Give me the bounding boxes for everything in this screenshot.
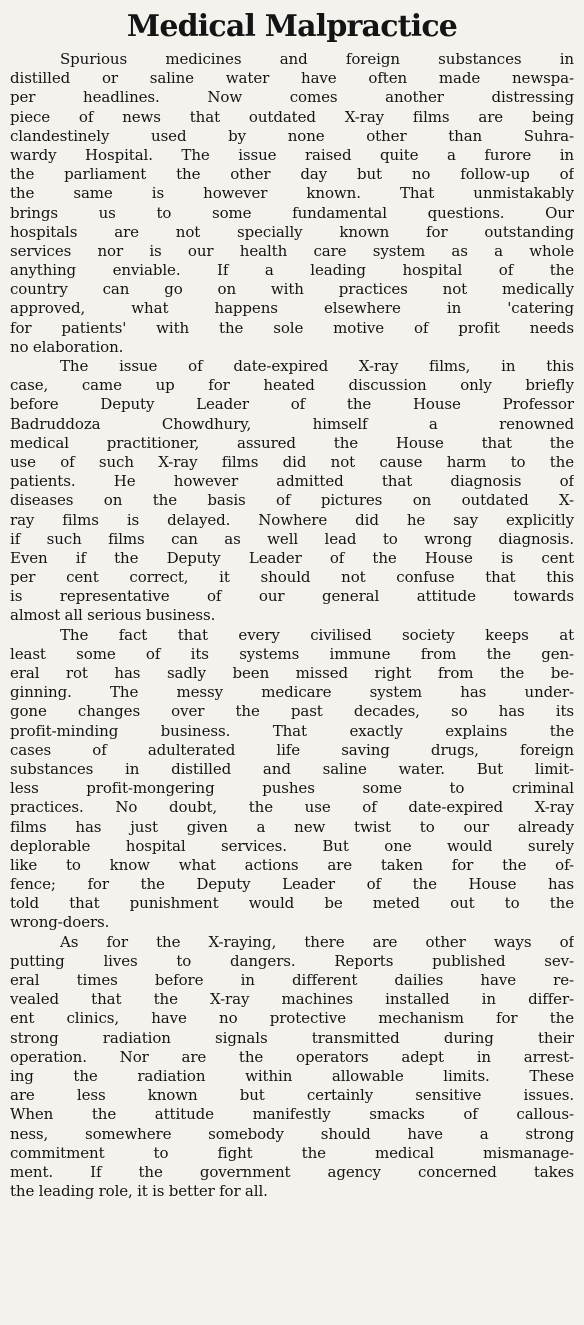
text-line: brings us to some fundamental questions. Our [10, 203, 574, 222]
text-line: wrong-doers. [10, 913, 110, 932]
text-line: case, came up for heated discussion only briefly [10, 376, 574, 395]
text-line: operation. Nor are the operators adept in arrest- [10, 1047, 574, 1066]
text-line: When the attitude manifestly smacks of callous- [10, 1105, 574, 1124]
text-line: ginning. The messy medicare system has under- [10, 683, 574, 702]
text-line: strong radiation signals transmitted during their [10, 1028, 574, 1047]
text-line: films has just given a new twist to our already [10, 817, 574, 836]
text-line: Badruddoza Chowdhury, himself a renowned [10, 414, 574, 433]
text-line: for patients' with the sole motive of profit needs [10, 318, 574, 337]
text-line: fence; for the Deputy Leader of the House has [10, 875, 574, 894]
text-line: before Deputy Leader of the House Professor [10, 395, 574, 414]
text-line: the parliament the other day but no follow-up of [10, 165, 574, 184]
text-line: Spurious medicines and foreign substances in [60, 50, 574, 68]
text-line: diseases on the basis of pictures on outdated X- [10, 491, 574, 510]
text-line: no elaboration. [10, 337, 124, 356]
text-line: use of such X-ray films did not cause harm to the [10, 452, 574, 471]
text-line: told that punishment would be meted out to the [10, 894, 574, 913]
text-line: wardy Hospital. The issue raised quite a furore in [10, 145, 574, 164]
text-line: almost all serious business. [10, 606, 216, 625]
text-line: vealed that the X-ray machines installed in differ- [10, 990, 574, 1009]
text-line: less profit-mongering pushes some to criminal [10, 779, 574, 798]
text-line: approved, what happens elsewhere in 'catering [10, 299, 574, 318]
text-line: are less known but certainly sensitive issues. [10, 1086, 574, 1105]
text-line: ing the radiation within allowable limits. These [10, 1066, 574, 1085]
text-line: piece of news that outdated X-ray films are being [10, 107, 574, 126]
text-line: services nor is our health care system as a whole [10, 241, 574, 260]
headline: Medical Malpractice [126, 9, 458, 44]
text-line: the same is however known. That unmistakably [10, 184, 574, 203]
text-line: ment. If the government agency concerned takes [10, 1162, 574, 1181]
text-line: distilled or saline water have often made newspa- [10, 69, 574, 88]
text-line: hospitals are not specially known for outstanding [10, 222, 574, 241]
article-paragraph [10, 50, 574, 357]
article-paragraph [10, 357, 574, 626]
text-line: deplorable hospital services. But one would surely [10, 836, 574, 855]
text-line: putting lives to dangers. Reports published sev- [10, 951, 574, 970]
text-line: ness, somewhere somebody should have a strong [10, 1124, 574, 1143]
text-line: ray films is delayed. Nowhere did he say explicitly [10, 510, 574, 529]
article-body [10, 50, 574, 1201]
text-line: the leading role, it is better for all. [10, 1182, 268, 1201]
text-line: cases of adulterated life saving drugs, foreign [10, 740, 574, 759]
text-line: ent clinics, have no protective mechanism for the [10, 1009, 574, 1028]
article-paragraph [10, 626, 574, 933]
text-line: per cent correct, it should not confuse that this [10, 568, 574, 587]
text-line: country can go on with practices not medically [10, 280, 574, 299]
text-line: medical practitioner, assured the House that the [10, 433, 574, 452]
text-line: profit-minding business. That exactly explains the [10, 721, 574, 740]
text-line: substances in distilled and saline water. But limit- [10, 759, 574, 778]
text-line: eral times before in different dailies have re- [10, 971, 574, 989]
text-line: Even if the Deputy Leader of the House is cent [10, 548, 574, 567]
article-paragraph [10, 933, 574, 1202]
text-line: The fact that every civilised society keeps at [60, 625, 574, 644]
text-line: practices. No doubt, the use of date-expired X-ray [10, 798, 574, 817]
text-line: commitment to fight the medical mismanage- [10, 1143, 574, 1162]
text-line: if such films can as well lead to wrong diagnosis. [10, 529, 574, 548]
text-line: anything enviable. If a leading hospital of the [10, 261, 574, 280]
text-line: gone changes over the past decades, so has its [10, 702, 574, 721]
text-line: per headlines. Now comes another distressing [10, 88, 574, 107]
text-line: is representative of our general attitude towards [10, 587, 574, 606]
text-line: eral rot has sadly been missed right from the be- [10, 664, 574, 682]
text-line: patients. He however admitted that diagnosis of [10, 472, 574, 491]
text-line: clandestinely used by none other than Suhra- [10, 126, 574, 145]
text-line: like to know what actions are taken for the of- [10, 855, 574, 874]
text-line: As for the X-raying, there are other ways of [60, 932, 574, 951]
text-line: least some of its systems immune from the gen- [10, 644, 574, 663]
text-line: The issue of date-expired X-ray films, in this [60, 357, 574, 375]
